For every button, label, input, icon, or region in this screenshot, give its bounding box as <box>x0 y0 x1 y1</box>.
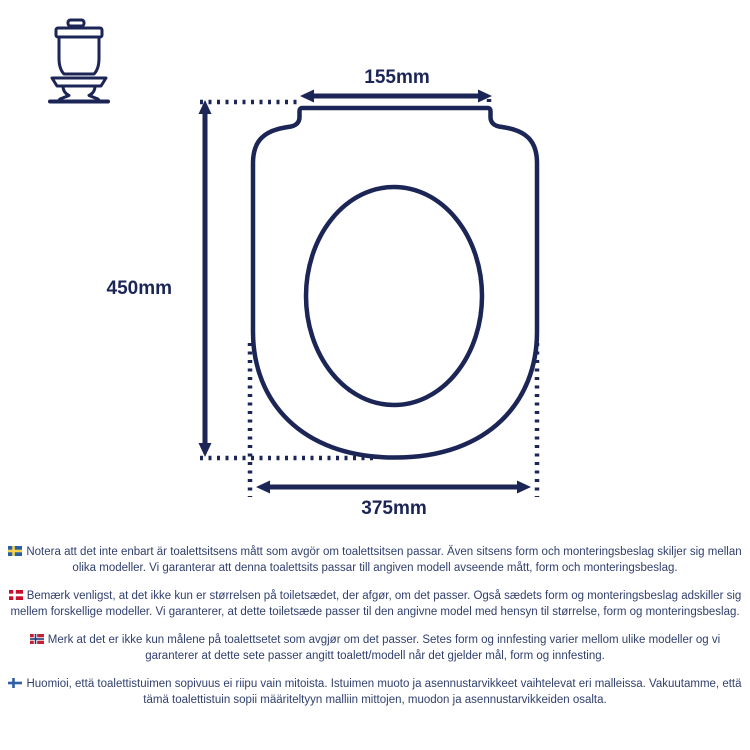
finland-flag-icon <box>8 678 22 688</box>
note-finnish <box>4 676 746 708</box>
sweden-flag-icon <box>8 546 22 556</box>
seat-outline <box>253 108 537 458</box>
fit-guarantee-notes <box>0 536 750 720</box>
norway-flag-icon <box>30 634 44 644</box>
note-finnish-text: Huomioi, että toalettistuimen sopivuus ei riipu vain mitoista. Istuimen muoto ja asennustarvikkeet vaihtelevat eri malleissa. Vakuutamme, että tämä toalettistuin sopii määriteltyyn malliin mittojen, muodon ja asennustarvikkeiden osalta. <box>26 678 742 706</box>
note-danish-text: Bemærk venligst, at det ikke kun er størrelsen på toiletsædet, der afgør, om det passer. Også sædets form og monteringsbeslag adskiller sig mellem forskellige modeller. Vi garanterer, at dette toiletsæde passer til den angivne model med hensyn til størrelse, form og monteringsbeslag. <box>10 590 742 618</box>
toilet-icon <box>50 20 108 102</box>
note-norwegian <box>4 632 746 664</box>
dotted-guides <box>200 99 537 497</box>
seat-inner-ring <box>306 187 482 405</box>
note-swedish-text: Notera att det inte enbart är toalettsitsens mått som avgör om toalettsitsen passar. Även sitsens form och monteringsbeslag skiljer sig mellan olika modeller. Vi garanterar att denna toalettsits passar till angiven modell avseende mått, form och monteringsbeslag. <box>26 546 742 574</box>
denmark-flag-icon <box>9 590 23 600</box>
seat-length-dimension-arrow <box>199 100 212 457</box>
seat-length-label: 450mm <box>106 278 172 299</box>
hinge-width-dimension-arrow <box>300 90 492 103</box>
note-norwegian-text: Merk at det er ikke kun målene på toalettsetet som avgjør om det passer. Setes form og innfesting varier mellom ulike modeller og vi garanterer at dette sete passer angitt toalett/modell når det gjelder mål, form og innfesting. <box>47 634 721 662</box>
note-danish <box>4 588 746 620</box>
hinge-width-label: 155mm <box>364 67 430 88</box>
note-swedish <box>4 544 746 576</box>
seat-width-label: 375mm <box>361 498 427 519</box>
seat-width-dimension-arrow <box>256 481 531 494</box>
